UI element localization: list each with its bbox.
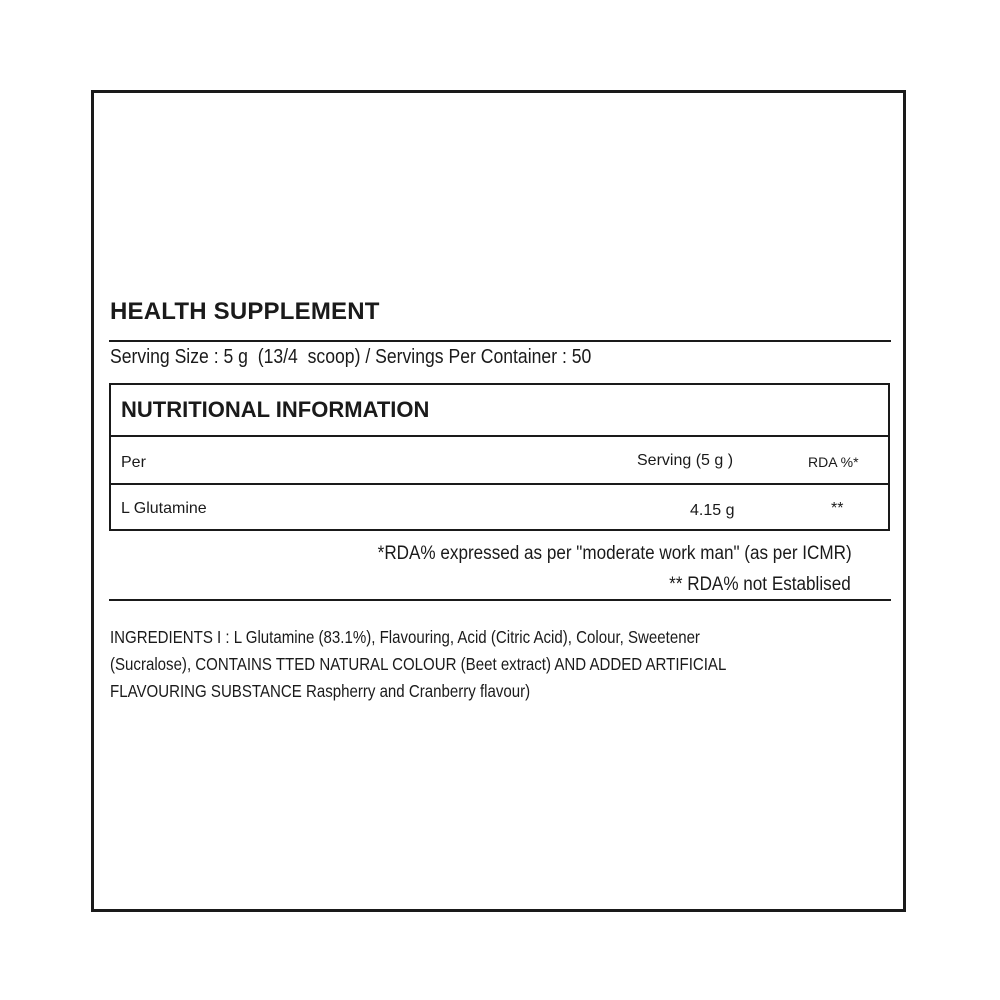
nutrition-table (109, 383, 890, 531)
nutrition-header-divider (111, 435, 888, 437)
nutrient-serving-value: 4.15 g (690, 502, 735, 519)
title-divider (109, 340, 891, 342)
column-header-serving: Serving (5 g ) (637, 452, 734, 469)
ingredients-line: INGREDIENTS I : L Glutamine (83.1%), Flavouring, Acid (Citric Acid), Colour, Sweetener (110, 627, 700, 647)
nutrient-name: L Glutamine (121, 500, 207, 517)
column-header-rda: RDA %* (808, 454, 859, 470)
nutrition-heading: NUTRITIONAL INFORMATION (121, 397, 430, 422)
nutrient-rda-value: ** (831, 500, 844, 517)
ingredients-line: (Sucralose), CONTAINS TTED NATURAL COLOUR (Beet extract) AND ADDED ARTIFICIAL (110, 654, 727, 674)
label-title: HEALTH SUPPLEMENT (110, 298, 380, 325)
rda-footnote: *RDA% expressed as per "moderate work man" (as per ICMR) (377, 543, 852, 564)
ingredients-line: FLAVOURING SUBSTANCE Raspherry and Cranberry flavour) (110, 681, 531, 701)
rda-not-established-footnote: ** RDA% not Establised (669, 574, 851, 595)
nutrition-row-divider (111, 483, 888, 485)
serving-info: Serving Size : 5 g (13/4 scoop) / Servings Per Container : 50 (110, 346, 592, 368)
ingredients-text (110, 624, 867, 705)
column-header-per: Per (121, 454, 146, 471)
footnote-divider (109, 599, 891, 601)
